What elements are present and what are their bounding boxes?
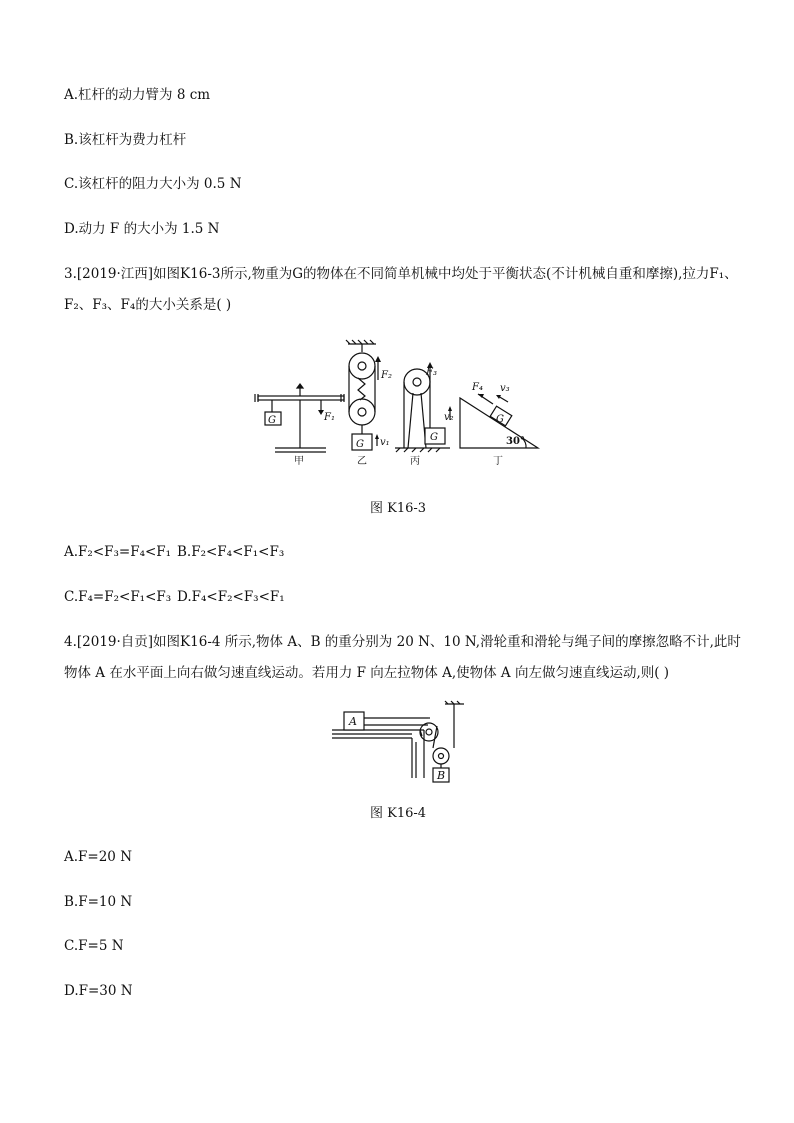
label-bing: 丙 <box>410 456 420 467</box>
figure-caption-k16-4: 图 K16-4 <box>370 806 427 821</box>
q2-option-a: A.杠杆的动力臂为 8 cm <box>64 87 211 103</box>
label-v3: v₃ <box>500 383 510 394</box>
q4-option-d: D.F=30 N <box>64 983 133 999</box>
label-G-jia: G <box>268 415 276 426</box>
label-G-yi: G <box>356 439 364 450</box>
label-yi: 乙 <box>357 456 367 467</box>
q4-option-b: B.F=10 N <box>64 894 133 910</box>
label-v1: v₁ <box>380 437 390 448</box>
figure-k16-3 <box>250 338 550 468</box>
q3-stem-line1: 3.[2019·江西]如图K16-3所示,物重为G的物体在不同简单机械中均处于平衡状态(不计机械自重和摩擦),拉力F₁、 <box>64 266 738 282</box>
pulley-stand-bing <box>395 362 452 452</box>
label-B: B <box>437 769 446 782</box>
figure-k16-4 <box>330 700 470 785</box>
q3-option-b: B.F₂<F₄<F₁<F₃ <box>177 544 285 560</box>
label-F2: F₂ <box>381 370 392 381</box>
label-ding: 丁 <box>493 456 503 467</box>
q4-option-a: A.F=20 N <box>64 849 133 865</box>
q2-option-d: D.动力 F 的大小为 1.5 N <box>64 221 220 237</box>
label-jia: 甲 <box>294 456 304 467</box>
label-G-bing: G <box>430 432 438 443</box>
label-A: A <box>349 715 357 728</box>
label-v2: v₂ <box>444 412 454 423</box>
label-F3: F₃ <box>426 367 437 378</box>
figure-caption-k16-3: 图 K16-3 <box>370 501 427 516</box>
q2-option-b: B.该杠杆为费力杠杆 <box>64 132 187 148</box>
q3-option-a: A.F₂<F₃=F₄<F₁ <box>64 544 172 560</box>
q3-option-c: C.F₄=F₂<F₁<F₃ <box>64 589 172 605</box>
label-angle: 30° <box>506 436 525 447</box>
label-F1: F₁ <box>324 412 335 423</box>
q4-option-c: C.F=5 N <box>64 938 124 954</box>
q2-option-c: C.该杠杆的阻力大小为 0.5 N <box>64 176 242 192</box>
q3-stem-line2: F₂、F₃、F₄的大小关系是( ) <box>64 297 232 313</box>
label-F4: F₄ <box>472 382 483 393</box>
pulley-block-yi <box>346 340 381 450</box>
q4-stem-line2: 物体 A 在水平面上向右做匀速直线运动。若用力 F 向左拉物体 A,使物体 A 向左做匀速直线运动,则( ) <box>64 665 670 681</box>
q4-stem-line1: 4.[2019·自贡]如图K16-4 所示,物体 A、B 的重分别为 20 N、10 N,滑轮重和滑轮与绳子间的摩擦忽略不计,此时 <box>64 634 741 650</box>
q3-option-d: D.F₄<F₂<F₃<F₁ <box>177 589 285 605</box>
label-G-ding: G <box>496 414 504 425</box>
